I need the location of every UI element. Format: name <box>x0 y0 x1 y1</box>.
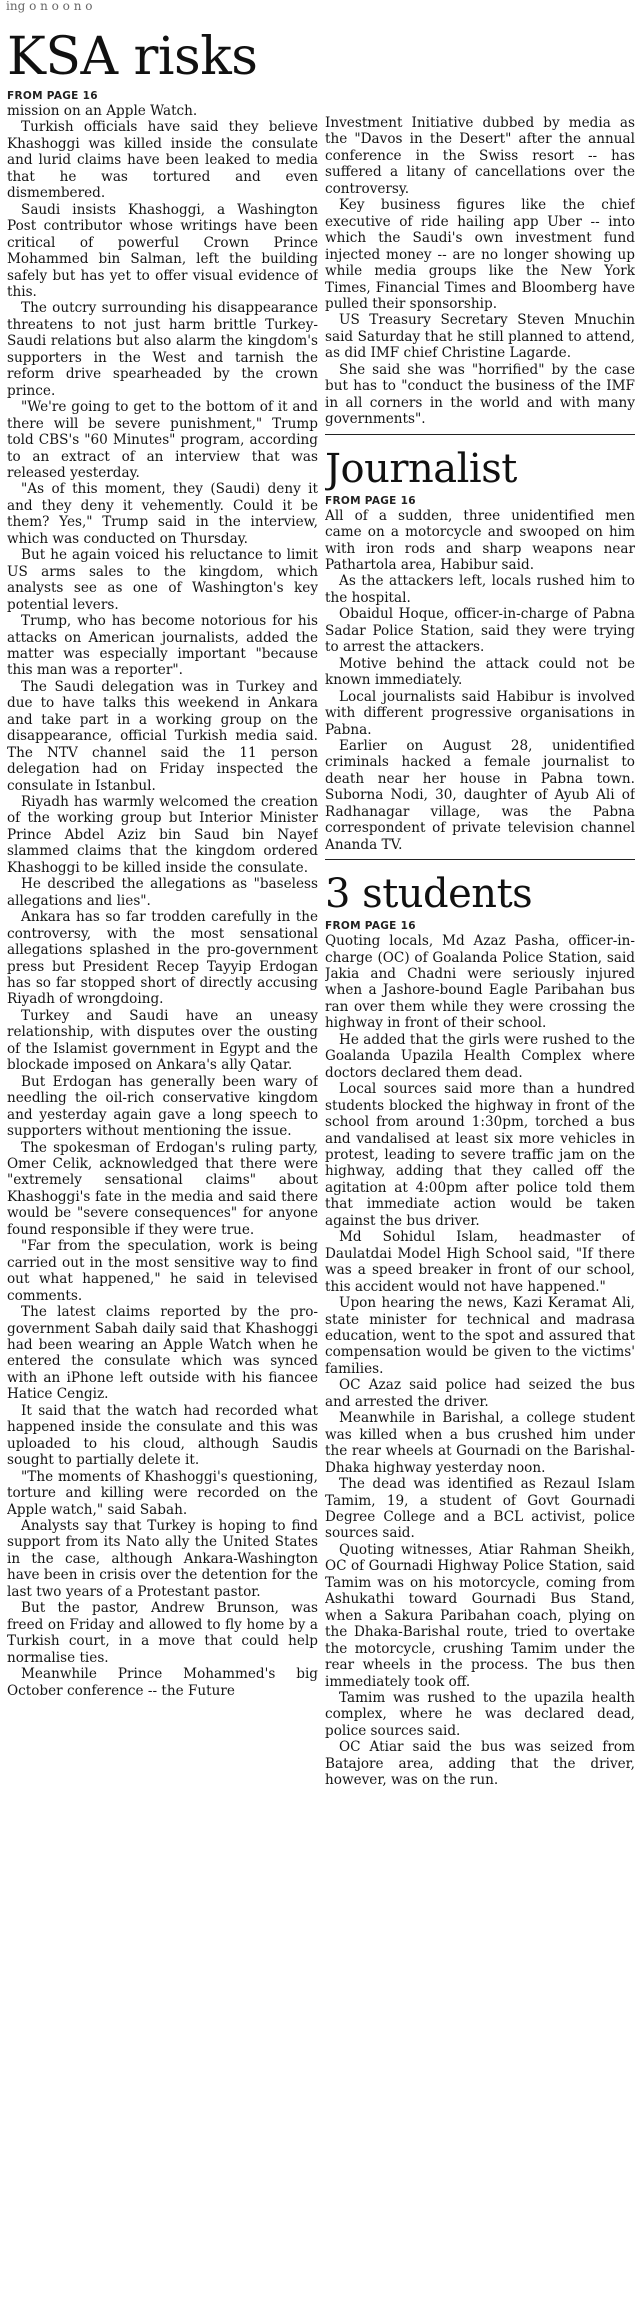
story-paragraph: Turkey and Saudi have an uneasy relationship, with disputes over the ousting of the Islamist government in Egypt and the blockade imposed on Ankara's ally Qatar. <box>7 1007 318 1074</box>
story-paragraph: Earlier on August 28, unidentified criminals hacked a female journalist to death near her house in Pabna town. Suborna Nodi, 30, daughter of Ayub Ali of Radhanagar village, was the Pabna correspondent of private television channel Ananda TV. <box>325 737 635 853</box>
story-paragraph: Turkish officials have said they believe Khashoggi was killed inside the consulate and lurid claims have been leaked to media that he was tortured and even dismembered. <box>7 119 318 202</box>
story-paragraph: Upon hearing the news, Kazi Keramat Ali, state minister for technical and madrasa education, went to the spot and assured that compensation would be given to the victims' families. <box>325 1295 635 1377</box>
story-paragraph: The outcry surrounding his disappearance threatens to not just harm brittle Turkey-Saudi relations but also alarm the kingdom's supporters in the West and tarnish the reform drive spearheaded by the crown prince. <box>7 300 318 399</box>
story-paragraph: Investment Initiative dubbed by media as the "Davos in the Desert" after the annual conference in the Swiss resort -- has suffered a litany of cancellations over the controversy. <box>325 115 635 197</box>
story-paragraph: The latest claims reported by the pro-government Sabah daily said that Khashoggi had been wearing an Apple Watch when he entered the consulate which was synced with an iPhone left outside with his fiancee Hatice Cengiz. <box>7 1304 318 1403</box>
story-paragraph: "The moments of Khashoggi's questioning, torture and killing were recorded on the Apple watch," said Sabah. <box>7 1468 318 1518</box>
story-paragraph: Obaidul Hoque, officer-in-charge of Pabna Sadar Police Station, said they were trying to arrest the attackers. <box>325 606 635 656</box>
story-journalist <box>325 447 635 854</box>
story-paragraph: He described the allegations as "baseless allegations and lies". <box>7 876 318 909</box>
story-paragraph: "As of this moment, they (Saudi) deny it and they deny it vehemently. Could it be them? Yes," Trump said in the interview, which was conducted on Thursday. <box>7 481 318 547</box>
story-headline: 3 students <box>325 871 533 918</box>
story-paragraph: Meanwhile Prince Mohammed's big October conference -- the Future <box>7 1666 318 1699</box>
story-paragraph: Key business figures like the chief executive of ride hailing app Uber -- into which the Saudi's own investment fund injected money -- are no longer showing up while media groups like the New York Times, Financial Times and Bloomberg have pulled their sponsorship. <box>325 197 635 312</box>
story-paragraph: Md Sohidul Islam, headmaster of Daulatdai Model High School said, "If there was a speed breaker in front of our school, this accident would not have happened." <box>325 1229 635 1295</box>
story-paragraph: US Treasury Secretary Steven Mnuchin said Saturday that he still planned to attend, as did IMF chief Christine Lagarde. <box>325 312 635 362</box>
story-ksa-risks <box>7 27 318 1699</box>
story-paragraph: The dead was identified as Rezaul Islam Tamim, 19, a student of Govt Gournadi Degree College and a BCL activist, police sources said. <box>325 1476 635 1542</box>
column-right <box>325 115 635 2317</box>
story-paragraph: Saudi insists Khashoggi, a Washington Post contributor whose writings have been critical of powerful Crown Prince Mohammed bin Salman, left the building safely but has yet to offer visual evidence of this. <box>7 201 318 300</box>
story-paragraph: He added that the girls were rushed to the Goalanda Upazila Health Complex where doctors declared them dead. <box>325 1031 635 1081</box>
story-paragraph: The Saudi delegation was in Turkey and due to have talks this weekend in Ankara and take part in a working group on the disappearance, official Turkish media said. The NTV channel said the 11 person delegation had on Friday inspected the consulate in Istanbul. <box>7 678 318 794</box>
story-paragraph: "We're going to get to the bottom of it and there will be severe punishment," Trump told CBS's "60 Minutes" program, according to an extract of an interview that was released yesterday. <box>7 399 318 481</box>
story-paragraph: All of a sudden, three unidentified men came on a motorcycle and swooped on him with iron rods and sharp weapons near Pathartola area, Habibur said. <box>325 507 635 573</box>
story-paragraph: She said she was "horrified" by the case but has to "conduct the business of the IMF in all corners in the world and with many governments". <box>325 361 635 428</box>
story-paragraph: The spokesman of Erdogan's ruling party, Omer Celik, acknowledged that there were "extremely sensational claims" about Khashoggi's fate in the media and said there would be "severe consequences" for anyone found responsible if they were true. <box>7 1139 318 1238</box>
story-headline: KSA risks <box>7 27 258 87</box>
story-ksa-risks-continued <box>325 115 635 428</box>
story-paragraph: Local sources said more than a hundred students blocked the highway in front of the school from around 1:30pm, torched a bus and vandalised at least six more vehicles in protest, leading to severe traffic jam on the highway, adding that they called off the agitation at 4:00pm after police told them that immediate action would be taken against the bus driver. <box>325 1081 635 1229</box>
from-page-label: FROM PAGE 16 <box>325 920 416 933</box>
story-paragraph: Local journalists said Habibur is involved with different progressive organisations in Pabna. <box>325 688 635 738</box>
story-paragraph: Motive behind the attack could not be known immediately. <box>325 655 635 689</box>
story-paragraph: Ankara has so far trodden carefully in the controversy, with the most sensational allegations splashed in the pro-government press but President Recep Tayyip Erdogan has so far stopped short of directly accusing Riyadh of wrongdoing. <box>7 909 318 1008</box>
story-3-students <box>325 872 635 1789</box>
story-paragraph: It said that the watch had recorded what happened inside the consulate and this was uploaded to his cloud, although Saudis sought to partially delete it. <box>7 1402 318 1469</box>
from-page-label: FROM PAGE 16 <box>325 494 416 507</box>
story-paragraph: "Far from the speculation, work is being carried out in the most sensitive way to find out what happened," he said in televised comments. <box>7 1238 318 1304</box>
story-paragraph: Trump, who has become notorious for his attacks on American journalists, added the matter was especially important "because this man was a reporter". <box>7 613 318 679</box>
story-paragraph: But he again voiced his reluctance to limit US arms sales to the kingdom, which analysts see as one of Washington's key potential levers. <box>7 547 318 613</box>
story-paragraph: Quoting locals, Md Azaz Pasha, officer-in-charge (OC) of Goalanda Police Station, said Jakia and Chadni were seriously injured when a Jashore-bound Eagle Paribahan bus ran over them while they were crossing the highway in front of their school. <box>325 933 635 1032</box>
header-strip: ing o n o o n o <box>6 0 93 13</box>
story-divider <box>325 434 635 435</box>
story-paragraph: But Erdogan has generally been wary of needling the oil-rich conservative kingdom and yesterday again gave a long speech to supporters without mentioning the issue. <box>7 1073 318 1140</box>
story-divider <box>325 859 635 860</box>
story-paragraph: OC Azaz said police had seized the bus and arrested the driver. <box>325 1377 635 1410</box>
story-paragraph: mission on an Apple Watch. <box>7 103 198 119</box>
story-paragraph: Tamim was rushed to the upazila health complex, where he was declared dead, police sources said. <box>325 1689 635 1739</box>
story-paragraph: OC Atiar said the bus was seized from Batajore area, adding that the driver, however, was on the run. <box>325 1739 635 1789</box>
story-paragraph: But the pastor, Andrew Brunson, was freed on Friday and allowed to fly home by a Turkish court, in a move that could help normalise ties. <box>7 1600 318 1666</box>
story-headline: Journalist <box>325 445 517 492</box>
story-paragraph: As the attackers left, locals rushed him to the hospital. <box>325 573 635 606</box>
story-paragraph: Meanwhile in Barishal, a college student was killed when a bus crushed him under the rear wheels at Gournadi on the Barishal-Dhaka highway yesterday noon. <box>325 1410 635 1476</box>
story-paragraph: Quoting witnesses, Atiar Rahman Sheikh, OC of Gournadi Highway Police Station, said Tamim was on his motorcycle, coming from Ashukathi toward Gournadi Bus Stand, when a Sakura Paribahan coach, plying on the Dhaka-Barishal route, tried to overtake the motorcycle, crushing Tamim under the rear wheels in the process. The bus then immediately took off. <box>325 1541 635 1690</box>
story-paragraph: Analysts say that Turkey is hoping to find support from its Nato ally the United States in the case, although Ankara-Washington have been in crisis over the detention for the last two years of a Protestant pastor. <box>7 1517 318 1600</box>
column-left <box>7 26 318 2317</box>
from-page-label: FROM PAGE 16 <box>7 90 98 102</box>
story-paragraph: Riyadh has warmly welcomed the creation of the working group but Interior Minister Prince Abdel Aziz bin Saud bin Nayef slammed claims that the kingdom ordered Khashoggi to be killed inside the consulate. <box>7 794 318 876</box>
